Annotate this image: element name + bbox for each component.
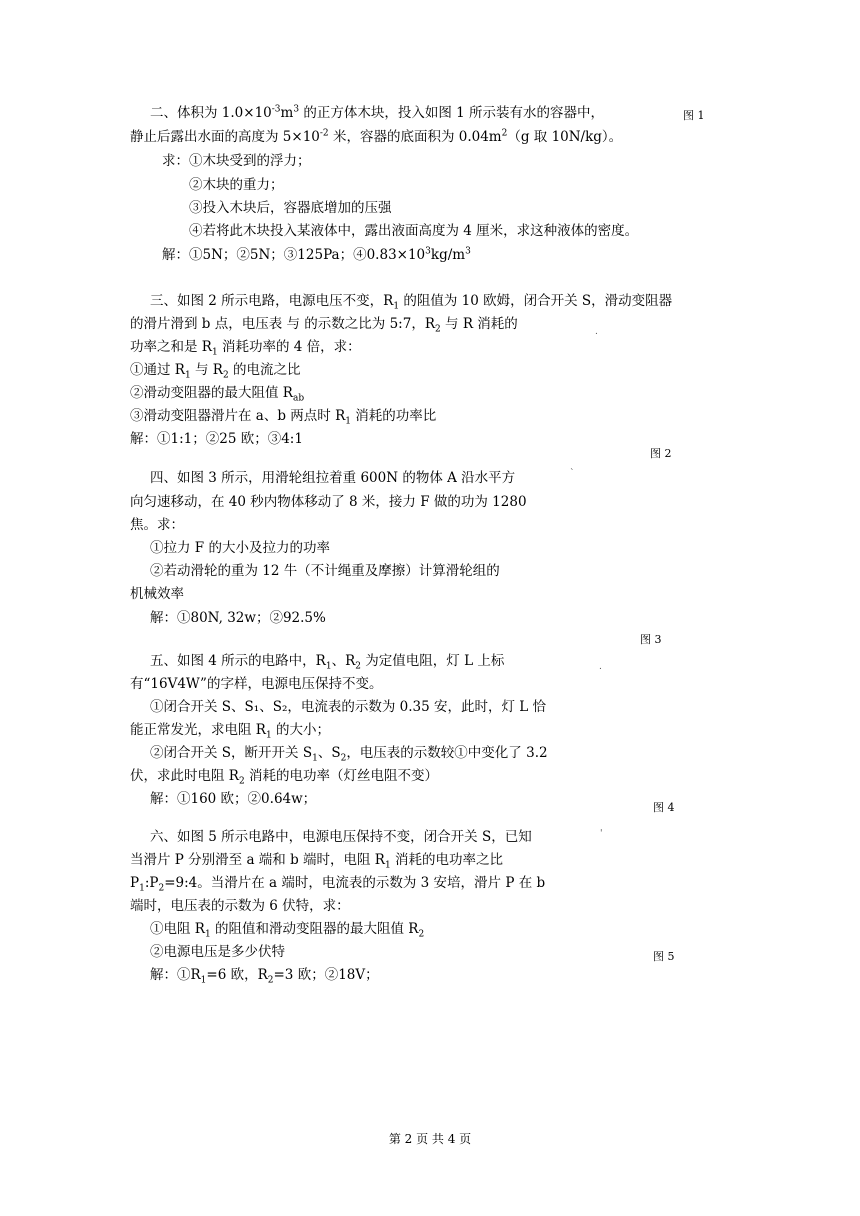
text: 消耗功率的 4 倍，求： xyxy=(217,339,361,355)
p2-question-1: 求：①木块受到的浮力； xyxy=(162,153,311,169)
subscript: 1 xyxy=(211,347,218,358)
figure-3-placeholder: ` xyxy=(570,469,575,479)
p3-line2 xyxy=(130,314,518,334)
superscript: 3 xyxy=(465,246,471,257)
text: m xyxy=(280,105,294,121)
text: kg/m xyxy=(430,247,466,263)
p3-line6 xyxy=(130,406,436,426)
subscript: 2 xyxy=(355,661,361,672)
figure-5-placeholder: ' xyxy=(600,829,603,839)
p6-line6: ②电源电压是多少伏特 xyxy=(150,944,285,960)
subscript: 2 xyxy=(238,776,245,787)
p2-line2 xyxy=(130,127,622,147)
subscript: 1 xyxy=(384,860,391,871)
text: 的阻值为 10 欧姆，闭合开关 S，滑动变阻器 xyxy=(399,293,673,309)
text: =6 欧，R xyxy=(206,967,268,983)
figure-5-caption: 图 5 xyxy=(653,950,675,963)
p4-line6: 机械效率 xyxy=(130,586,184,602)
p3-line4 xyxy=(130,360,300,380)
text: ①电阻 R xyxy=(150,921,205,937)
text: 与 R 消耗的 xyxy=(440,316,518,332)
subscript: 1 xyxy=(204,929,211,940)
p5-line3: ①闭合开关 S、S₁、S₂，电流表的示数为 0.35 安，此时，灯 L 恰 xyxy=(150,699,547,715)
text: 、S xyxy=(317,745,341,761)
p3-line5 xyxy=(130,383,304,403)
text: :P xyxy=(144,875,159,891)
text: 伏，求此时电阻 R xyxy=(130,768,239,784)
superscript: -2 xyxy=(319,128,329,139)
p5-answer: 解：①160 欧；②0.64w； xyxy=(150,791,317,807)
subscript: 1 xyxy=(312,753,318,764)
figure-2-placeholder: . xyxy=(595,327,598,337)
p3-answer: 解：①1:1；②25 欧；③4:1 xyxy=(130,431,303,447)
subscript: 2 xyxy=(267,975,274,986)
text: P xyxy=(130,875,140,891)
p3-line3 xyxy=(130,337,361,357)
text: 米，容器的底面积为 0.04m xyxy=(328,129,502,145)
text: 能正常发光，求电阻 R xyxy=(130,722,266,738)
text: 消耗的功率比 xyxy=(350,408,437,424)
text: 的正方体木块，投入如图 1 所示装有水的容器中， xyxy=(299,105,605,121)
superscript: 3 xyxy=(425,246,431,257)
p2-question-2: ②木块的重力； xyxy=(189,177,284,193)
superscript: 3 xyxy=(293,104,300,115)
figure-4-caption: 图 4 xyxy=(653,801,675,814)
subscript: 1 xyxy=(265,730,272,741)
p4-line1: 四、如图 3 所示，用滑轮组拉着重 600N 的物体 A 沿水平方 xyxy=(150,470,516,486)
text: =9:4。当滑片在 a 端时，电流表的示数为 3 安培，滑片 P 在 b xyxy=(164,875,546,891)
p6-line1: 六、如图 5 所示电路中，电源电压保持不变，闭合开关 S，已知 xyxy=(150,829,532,845)
subscript: 2 xyxy=(222,370,229,381)
p6-line2 xyxy=(130,850,503,870)
p4-line3: 焦。求： xyxy=(130,517,184,533)
subscript: 1 xyxy=(184,370,191,381)
p5-line6 xyxy=(130,766,438,786)
subscript: 1 xyxy=(139,883,145,894)
p5-line1 xyxy=(150,651,504,671)
text: =3 欧；②18V； xyxy=(273,967,379,983)
subscript: 2 xyxy=(435,324,441,335)
text: 的阻值和滑动变阻器的最大阻值 R xyxy=(210,921,419,937)
p6-answer xyxy=(150,965,379,985)
text: ，电压表的示数较①中变化了 3.2 xyxy=(346,745,548,761)
subscript: 1 xyxy=(345,416,351,427)
text: 解：①R xyxy=(150,967,201,983)
text: ②滑动变阻器的最大阻值 R xyxy=(130,385,293,401)
p5-line2: 有“16V4W”的字样，电源电压保持不变。 xyxy=(130,676,383,692)
p2-line1 xyxy=(150,103,604,123)
p5-line4 xyxy=(130,720,330,740)
text: 的滑片滑到 b 点，电压表 与 的示数之比为 5:7，R xyxy=(130,316,435,332)
text: 静止后露出水面的高度为 5×10 xyxy=(130,129,320,145)
text: 消耗的电功率（灯丝电阻不变） xyxy=(244,768,438,784)
superscript: -3 xyxy=(271,104,281,115)
subscript: 2 xyxy=(418,929,425,940)
p6-line5 xyxy=(150,919,424,939)
page-footer: 第 2 页 共 4 页 xyxy=(388,1132,472,1146)
text: 功率之和是 R xyxy=(130,339,212,355)
p2-question-3: ③投入木块后，容器底增加的压强 xyxy=(189,200,392,216)
p6-line3 xyxy=(130,873,545,893)
text: 解：①5N；②5N；③125Pa；④0.83×10 xyxy=(162,247,426,263)
text: 五、如图 4 所示的电路中，R xyxy=(150,653,326,669)
figure-2-caption: 图 2 xyxy=(650,447,672,460)
subscript: 1 xyxy=(393,301,400,312)
p2-answer xyxy=(162,245,471,265)
p6-line4: 端时，电压表的示数为 6 伏特，求： xyxy=(130,898,350,914)
subscript: 2 xyxy=(158,883,165,894)
p5-line5 xyxy=(150,743,548,763)
p4-answer: 解：①80N, 32w；②92.5% xyxy=(150,610,326,626)
text: 三、如图 2 所示电路，电源电压不变，R xyxy=(150,293,394,309)
text: 、R xyxy=(331,653,356,669)
text: ③滑动变阻器滑片在 a、b 两点时 R xyxy=(130,408,346,424)
text: 与 R xyxy=(190,362,223,378)
p4-line5: ②若动滑轮的重为 12 牛（不计绳重及摩擦）计算滑轮组的 xyxy=(150,563,500,579)
p4-line2: 向匀速移动，在 40 秒内物体移动了 8 米，接力 F 做的功为 1280 xyxy=(130,494,527,510)
text: 当滑片 P 分别滑至 a 端和 b 端时，电阻 R xyxy=(130,852,385,868)
text: 的电流之比 xyxy=(228,362,301,378)
figure-4-placeholder: . xyxy=(599,662,602,672)
text: 消耗的电功率之比 xyxy=(390,852,504,868)
p4-line4: ①拉力 F 的大小及拉力的功率 xyxy=(150,540,330,556)
text: 的大小； xyxy=(271,722,330,738)
subscript: 1 xyxy=(200,975,207,986)
superscript: 2 xyxy=(501,128,508,139)
subscript: 2 xyxy=(340,753,347,764)
p3-line1 xyxy=(150,291,672,311)
subscript: ab xyxy=(292,393,305,404)
text: ①通过 R xyxy=(130,362,185,378)
text: （g 取 10N/kg）。 xyxy=(507,129,623,145)
text: 二、体积为 1.0×10 xyxy=(150,105,272,121)
p2-question-4: ④若将此木块投入某液体中，露出液面高度为 4 厘米，求这种液体的密度。 xyxy=(189,223,639,239)
subscript: 1 xyxy=(325,661,332,672)
figure-1-caption: 图 1 xyxy=(683,109,705,122)
figure-3-caption: 图 3 xyxy=(640,633,662,646)
text: ②闭合开关 S，断开开关 S xyxy=(150,745,313,761)
text: 为定值电阻，灯 L 上标 xyxy=(360,653,505,669)
